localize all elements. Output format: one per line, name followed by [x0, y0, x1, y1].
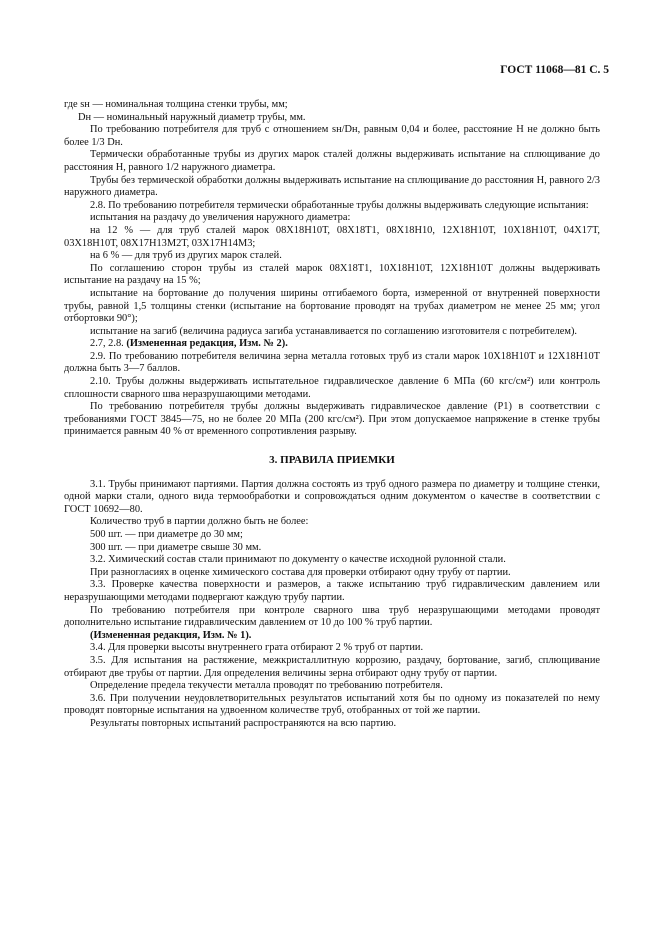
paragraph: Термически обработанные трубы из других марок сталей должны выдерживать испытание на сплющивание до расстояния H, равного 1/2 наружного диаметра.: [64, 149, 600, 173]
paragraph: испытание на бортование до получения ширины отгибаемого борта, измеренной от внутренней поверхности трубы, равной 1,5 толщины стенки (испытание на бортование проводят на трубах диаметром не менее 25 мм; угол отбортовки 90°);: [64, 287, 600, 325]
paragraph: 3.2. Химический состав стали принимают по документу о качестве исходной рулонной стали.: [90, 554, 506, 566]
paragraph: Определение предела текучести металла проводят по требованию потребителя.: [90, 680, 443, 692]
paragraph: на 6 % — для труб из других марок сталей.: [90, 250, 282, 262]
paragraph: 3.4. Для проверки высоты внутреннего грата отбирают 2 % труб от партии.: [90, 642, 424, 654]
section-heading: 3. ПРАВИЛА ПРИЕМКИ: [269, 454, 395, 467]
paragraph: По требованию потребителя при контроле сварного шва труб неразрушающими методами проводят дополнительно испытание гидравлическим давлением от 10 до 100 % труб партии.: [64, 604, 600, 629]
paragraph: 2.8. По требованию потребителя термически обработанные трубы должны выдерживать следующие испытания:: [90, 199, 589, 211]
paragraph: 3.1. Трубы принимают партиями. Партия должна состоять из труб одного размера по диаметру и толщине стенки, одной марки стали, одного вида термообработки и сопровождаться одним документом о качестве в соответствии с ГОСТ 10692—80.: [64, 478, 600, 515]
paragraph: По соглашению сторон трубы из сталей марок 08Х18Т1, 10Х18Н10Т, 12Х18Н10Т должны выдерживать испытание на раздачу на 15 %;: [64, 262, 600, 287]
paragraph: 2.9. По требованию потребителя величина зерна металла готовых труб из стали марок 10Х18Н10Т и 12Х18Н10Т должна быть 3—7 баллов.: [64, 350, 600, 375]
page-header: ГОСТ 11068—81 С. 5: [500, 64, 609, 76]
paragraph: на 12 % — для труб сталей марок 08Х18Н10Т, 08Х18Т1, 08Х18Н10, 12Х18Н10Т, 10Х18Н10Т, 04Х17Т, 03Х18Н10Т, 08Х17Н13М2Т, 03Х17Н14М3;: [64, 224, 600, 249]
paragraph: Результаты повторных испытаний распространяются на всю партию.: [90, 717, 397, 729]
paragraph: 2.10. Трубы должны выдерживать испытательное гидравлическое давление 6 МПа (60 кгс/см²) или контроль сплошности сварного шва неразрушающими методами.: [64, 376, 600, 400]
paragraph: Dн — номинальный наружный диаметр трубы, мм.: [78, 111, 306, 123]
paragraph: По требованию потребителя для труб с отношением sн/Dн, равным 0,04 и более, расстояние H не должно быть более 1/3 Dн.: [64, 124, 600, 148]
amendment-note: [64, 338, 600, 351]
paragraph: где sн — номинальная толщина стенки трубы, мм;: [64, 99, 288, 110]
paragraph: 3.6. При получении неудовлетворительных результатов испытаний хотя бы по одному из показателей по нему проводят повторные испытания на удвоенном количестве труб, отобранных от той же партии.: [64, 692, 600, 717]
paragraph: При разногласиях в оценке химического состава для проверки отбирают одну трубу от партии.: [90, 566, 511, 578]
paragraph: 500 шт. — при диаметре до 30 мм;: [90, 529, 243, 540]
paragraph: испытания на раздачу до увеличения наружного диаметра:: [90, 212, 351, 224]
paragraph: 300 шт. — при диаметре свыше 30 мм.: [90, 541, 262, 553]
paragraph: 3.5. Для испытания на растяжение, межкристаллитную коррозию, раздачу, бортование, загиб, сплющивание отбирают две трубы от партии. Для определения величины зерна отбирают одну трубу от партии.: [64, 654, 600, 679]
paragraph: Трубы без термической обработки должны выдерживать испытание на сплющивание до расстояния H, равного 2/3 наружного диаметра.: [64, 174, 600, 199]
paragraph: испытание на загиб (величина радиуса загиба устанавливается по соглашению изготовителя с потребителем).: [90, 325, 578, 337]
paragraph: 3.3. Проверке качества поверхности и размеров, а также испытанию труб гидравлическим давлением или неразрушающими методами подвергают каждую трубу партии.: [64, 579, 600, 603]
paragraph: По требованию потребителя трубы должны выдерживать гидравлическое давление (P1) в соответствии с требованиями ГОСТ 3845—75, но не более 20 МПа (200 кгс/см²). При этом допускаемое напряжение в стенке трубы принимается равным 40 % от временного сопротивления разрыву.: [64, 401, 600, 438]
amendment-note: (Измененная редакция, Изм. № 1).: [90, 629, 252, 641]
document-body: [64, 99, 600, 731]
paragraph: Количество труб в партии должно быть не более:: [90, 516, 309, 528]
amendment-text: (Измененная редакция, Изм. № 2).: [126, 338, 288, 350]
amendment-items: 2.7, 2.8.: [90, 338, 124, 350]
